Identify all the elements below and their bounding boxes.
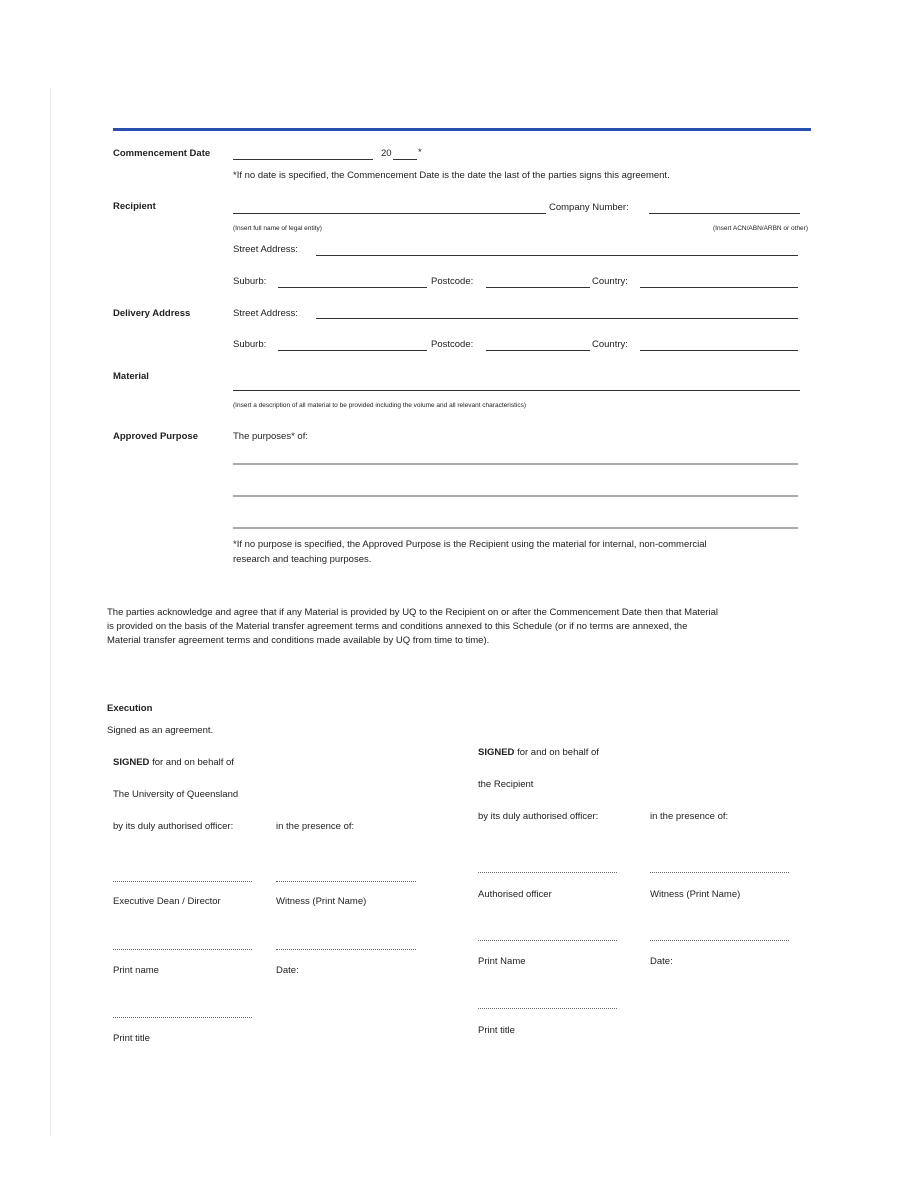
company-number-label: Company Number: bbox=[549, 202, 629, 213]
purpose-note: *If no purpose is specified, the Approved Purpose is the Recipient using the material for internal, non-commercial bbox=[233, 539, 707, 550]
purpose-line-2[interactable] bbox=[233, 495, 798, 497]
right-sig1-label: Authorised officer bbox=[478, 889, 552, 900]
recipient-suburb-field[interactable] bbox=[278, 287, 427, 288]
country-label: Country: bbox=[592, 276, 628, 287]
execution-intro: Signed as an agreement. bbox=[107, 725, 214, 736]
postcode-label: Postcode: bbox=[431, 276, 474, 287]
right-sig2-label: Print Name bbox=[478, 956, 526, 967]
left-party: The University of Queensland bbox=[113, 789, 239, 800]
acknowledgement-paragraph: Material transfer agreement terms and conditions made available by UQ from time to time). bbox=[107, 635, 490, 646]
recipient-name-field[interactable] bbox=[233, 213, 546, 214]
left-signed: SIGNED for and on behalf of bbox=[113, 757, 234, 768]
signature-line[interactable] bbox=[113, 949, 252, 950]
left-sig2-label: Print name bbox=[113, 965, 159, 976]
purpose-line-1[interactable] bbox=[233, 463, 798, 465]
right-presence: in the presence of: bbox=[650, 811, 729, 822]
recipient-postcode-field[interactable] bbox=[486, 287, 590, 288]
delivery-street-field[interactable] bbox=[316, 318, 798, 319]
suburb-label: Suburb: bbox=[233, 276, 267, 287]
material-label: Material bbox=[113, 371, 149, 382]
left-sig3-label: Print title bbox=[113, 1033, 150, 1044]
acknowledgement-paragraph: is provided on the basis of the Material transfer agreement terms and conditions annexed to this Schedule (or if no terms are annexed, the bbox=[107, 621, 688, 632]
left-wit2-label: Date: bbox=[276, 965, 299, 976]
signature-line[interactable] bbox=[478, 940, 617, 941]
material-hint: (Insert a description of all material to be provided including the volume and all relevant characteristics) bbox=[233, 402, 527, 409]
right-sig3-label: Print title bbox=[478, 1025, 515, 1036]
purpose-label: Approved Purpose bbox=[113, 431, 198, 442]
right-party: the Recipient bbox=[478, 779, 534, 790]
country-label: Country: bbox=[592, 339, 628, 350]
right-signed: SIGNED for and on behalf of bbox=[478, 747, 599, 758]
recipient-street-field[interactable] bbox=[316, 255, 798, 256]
header-rule bbox=[113, 128, 811, 131]
postcode-label: Postcode: bbox=[431, 339, 474, 350]
signature-line[interactable] bbox=[276, 949, 416, 950]
suburb-label: Suburb: bbox=[233, 339, 267, 350]
right-wit1-label: Witness (Print Name) bbox=[650, 889, 741, 900]
signature-line[interactable] bbox=[478, 872, 617, 873]
name-hint: (Insert full name of legal entity) bbox=[233, 225, 322, 232]
right-officer: by its duly authorised officer: bbox=[478, 811, 599, 822]
purpose-line-3[interactable] bbox=[233, 527, 798, 529]
signature-line[interactable] bbox=[650, 872, 789, 873]
company-number-field[interactable] bbox=[649, 213, 800, 214]
delivery-label: Delivery Address bbox=[113, 308, 191, 319]
signature-line[interactable] bbox=[478, 1008, 617, 1009]
purpose-intro: The purposes* of: bbox=[233, 431, 308, 442]
street-label: Street Address: bbox=[233, 244, 298, 255]
left-sig1-label: Executive Dean / Director bbox=[113, 896, 221, 907]
execution-heading: Execution bbox=[107, 703, 153, 714]
left-wit1-label: Witness (Print Name) bbox=[276, 896, 367, 907]
purpose-note: research and teaching purposes. bbox=[233, 554, 372, 565]
recipient-country-field[interactable] bbox=[640, 287, 798, 288]
left-presence: in the presence of: bbox=[276, 821, 355, 832]
acknowledgement-paragraph: The parties acknowledge and agree that if any Material is provided by UQ to the Recipient on or after the Commencement Date then that Material bbox=[107, 607, 718, 618]
commencement-note: *If no date is specified, the Commencement Date is the date the last of the parties signs this agreement. bbox=[233, 170, 670, 181]
year-prefix: 20 bbox=[381, 148, 392, 159]
commencement-date-field[interactable] bbox=[233, 159, 373, 160]
asterisk: * bbox=[418, 147, 422, 158]
right-wit2-label: Date: bbox=[650, 956, 673, 967]
signature-line[interactable] bbox=[113, 1017, 252, 1018]
left-officer: by its duly authorised officer: bbox=[113, 821, 234, 832]
recipient-label: Recipient bbox=[113, 201, 156, 212]
street-label: Street Address: bbox=[233, 308, 298, 319]
delivery-country-field[interactable] bbox=[640, 350, 798, 351]
signature-line[interactable] bbox=[276, 881, 416, 882]
signature-line[interactable] bbox=[113, 881, 252, 882]
material-field[interactable] bbox=[233, 390, 800, 391]
page-margin-line bbox=[50, 88, 51, 1136]
year-field[interactable] bbox=[393, 159, 417, 160]
number-hint: (Insert ACN/ABN/ARBN or other) bbox=[713, 225, 808, 232]
delivery-suburb-field[interactable] bbox=[278, 350, 427, 351]
delivery-postcode-field[interactable] bbox=[486, 350, 590, 351]
commencement-label: Commencement Date bbox=[113, 148, 211, 159]
signature-line[interactable] bbox=[650, 940, 789, 941]
